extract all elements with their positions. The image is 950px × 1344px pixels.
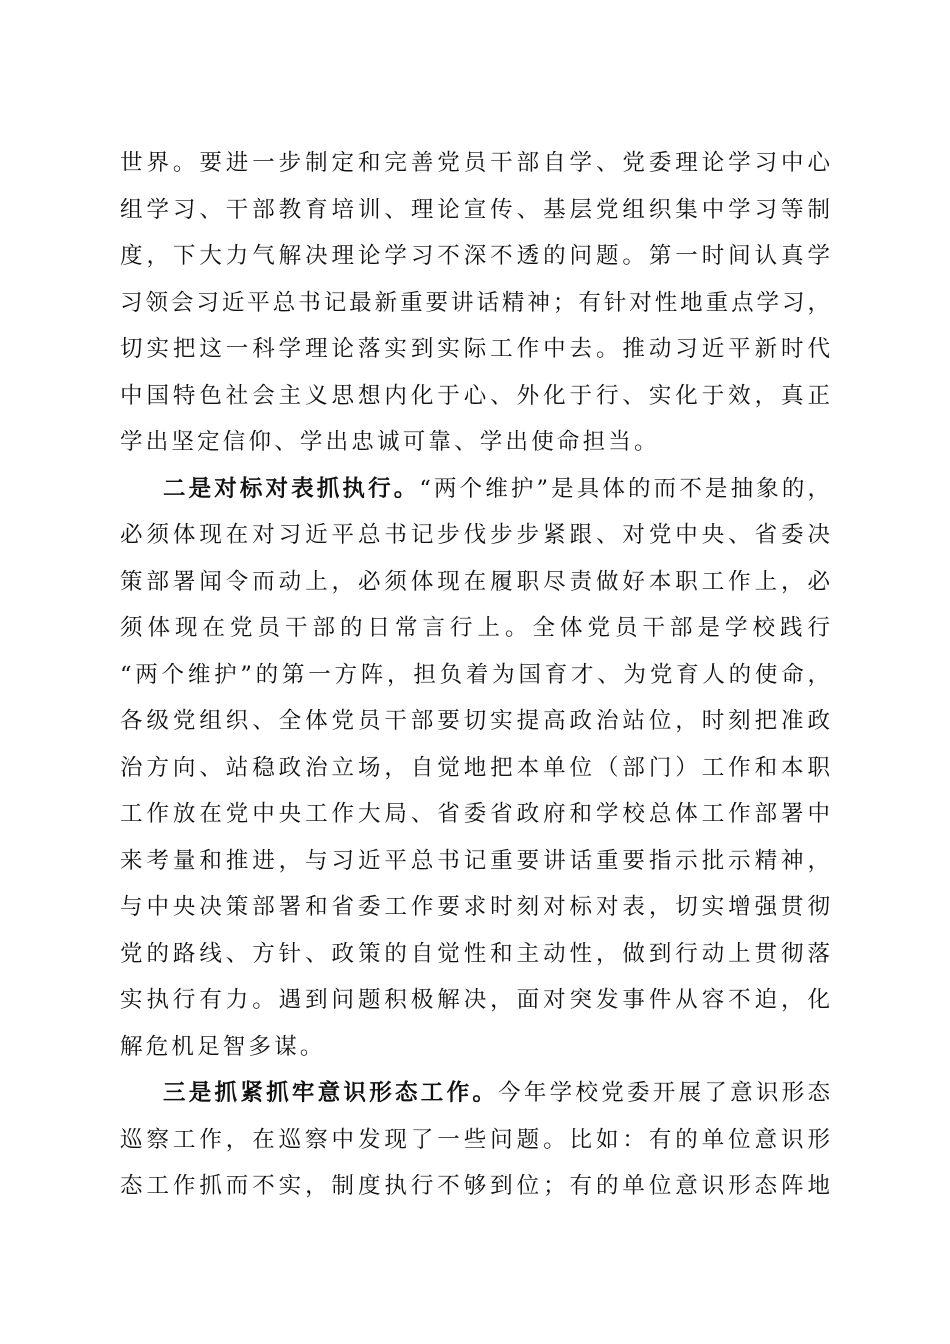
text-line: 与中央决策部署和省委工作要求时刻对标对表，切实增强贯彻 xyxy=(120,894,830,920)
paragraph-first-line xyxy=(120,1070,830,1117)
text-line: 中国特色社会主义思想内化于心、外化于行、实化于效，真正 xyxy=(120,382,830,409)
paragraph-first-line xyxy=(120,466,830,513)
paragraph-heading: 二是对标对表抓执行。 xyxy=(163,475,420,502)
document-body xyxy=(120,140,830,1210)
text-line: 世界。要进一步制定和完善党员干部自学、党委理论学习中心 xyxy=(120,150,830,176)
paragraph-heading: 三是抓紧抓牢意识形态工作。 xyxy=(163,1080,499,1106)
text-line: 切实把这一科学理论落实到实际工作中去。推动习近平新时代 xyxy=(120,336,830,362)
paragraph-text: “两个维护”是具体的而不是抽象的， xyxy=(419,475,830,502)
paragraph-text: 今年学校党委开展了意识形态 xyxy=(498,1080,830,1106)
text-line: 学出坚定信仰、学出忠诚可靠、学出使命担当。 xyxy=(120,429,660,455)
text-line: 度，下大力气解决理论学习不深不透的问题。第一时间认真学 xyxy=(120,243,830,269)
text-line: 解危机足智多谋。 xyxy=(120,1033,326,1060)
text-line: “两个维护”的第一方阵，担负着为国育才、为党育人的使命， xyxy=(120,661,830,688)
text-line: 须体现在党员干部的日常言行上。全体党员干部是学校践行 xyxy=(120,615,830,641)
text-line: 实执行有力。遇到问题积极解决，面对突发事件从容不迫，化 xyxy=(120,987,830,1013)
text-line: 习领会习近平总书记最新重要讲话精神；有针对性地重点学习， xyxy=(120,289,830,316)
text-line: 党的路线、方针、政策的自觉性和主动性，做到行动上贯彻落 xyxy=(120,940,830,967)
text-line: 组学习、干部教育培训、理论宣传、基层党组织集中学习等制 xyxy=(120,196,830,223)
text-line: 工作放在党中央工作大局、省委省政府和学校总体工作部署中 xyxy=(120,801,830,827)
text-line: 巡察工作，在巡察中发现了一些问题。比如：有的单位意识形 xyxy=(120,1126,830,1153)
text-line: 治方向、站稳政治立场，自觉地把本单位（部门）工作和本职 xyxy=(120,754,830,781)
text-line: 来考量和推进，与习近平总书记重要讲话重要指示批示精神， xyxy=(120,847,830,874)
text-line: 必须体现在对习近平总书记步伐步步紧跟、对党中央、省委决 xyxy=(120,522,830,548)
text-line: 态工作抓而不实，制度执行不够到位；有的单位意识形态阵地 xyxy=(120,1173,830,1199)
text-line: 策部署闻令而动上，必须体现在履职尽责做好本职工作上，必 xyxy=(120,568,830,595)
text-line: 各级党组织、全体党员干部要切实提高政治站位，时刻把准政 xyxy=(120,708,830,734)
